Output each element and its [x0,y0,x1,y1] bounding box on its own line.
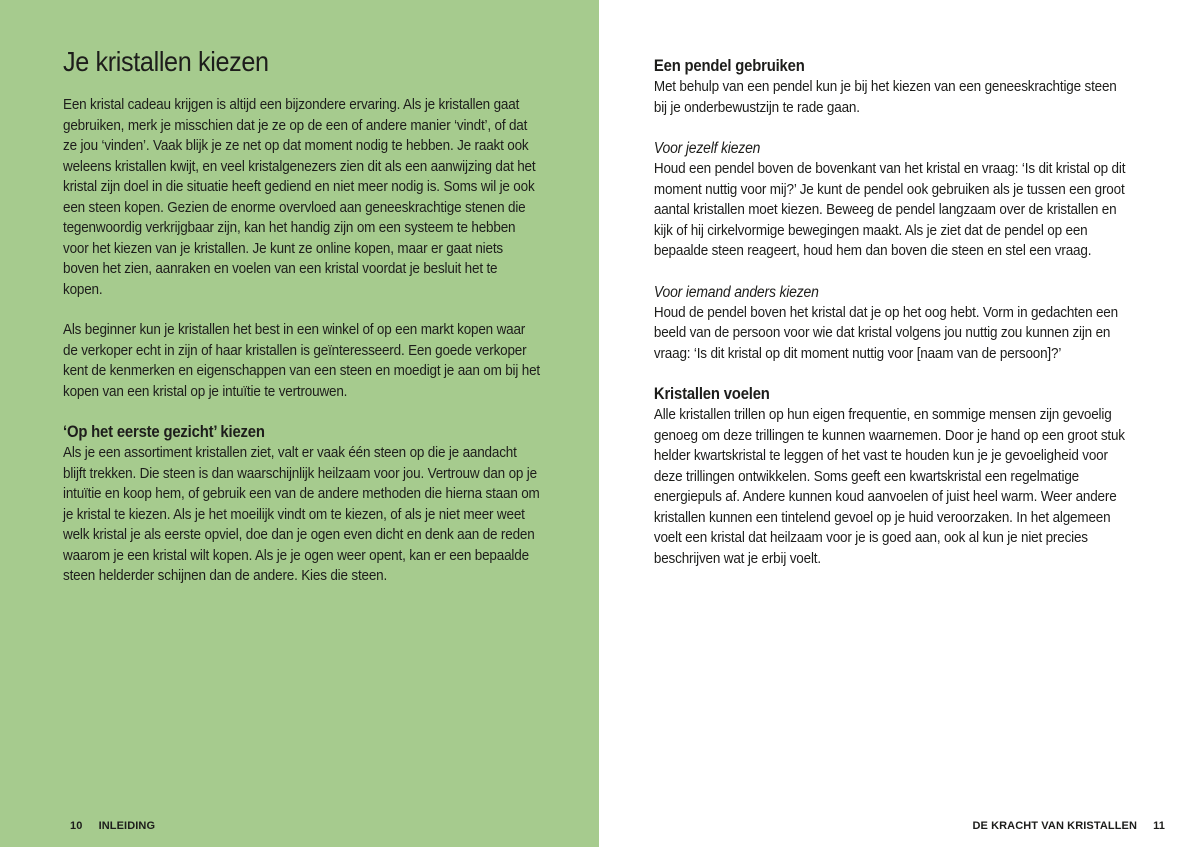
paragraph-pendulum: Met behulp van een pendel kun je bij het kiezen van een geneeskrachtige steen bij je onderbewustzijn te rade gaan. [653,78,1117,116]
paragraph-choose-for-someone-else: Houd de pendel boven het kristal dat je op het oog hebt. Vorm in gedachten een beeld van de persoon voor wie dat kristal volgens jou nuttig zou kunnen zijn en vraag: ‘Is dit kristal op dit moment nuttig voor [naam van de persoon]?’ [653,303,1118,362]
left-page-content [0,0,540,587]
heading-feel-crystals: Kristallen voelen [653,385,770,403]
left-page [0,0,599,847]
heading-choose-for-yourself: Voor jezelf kiezen [653,140,761,157]
section-label: INLEIDING [98,820,156,832]
intro-paragraph-2: Als beginner kun je kristallen het best in een winkel of op een markt kopen waar de verkoper echt in zijn of haar kristallen is geïnteresseerd. Een goede verkoper kent de kenmerken en eigenschappen van een steen en moedigt je aan om bij het kopen van een kristal op je intuïtie te vertrouwen. [63,321,540,400]
paragraph-feel-crystals: Alle kristallen trillen op hun eigen frequentie, en sommige mensen zijn gevoelig genoeg om deze trillingen te kunnen waarnemen. Door je hand op een groot stuk helder kwartskristal te leggen of het vast te houden kun je je gevoeligheid voor deze trillingen ontwikkelen. Soms geeft een kwartskristal een regelmatige energiepuls af. Andere kunnen koud aanvoelen of juist heel warm. Weer andere kristallen kunnen een tintelend gevoel op je huid veroorzaken. In het algemeen voelt een kristal dat heilzaam voor je is goed aan, ook al kun je niet precies beschrijven wat je erbij voelt. [653,406,1125,567]
subheading-first-sight: ‘Op het eerste gezicht’ kiezen [63,423,265,441]
book-title-label: DE KRACHT VAN KRISTALLEN [972,820,1137,832]
left-page-footer [70,820,155,832]
heading-choose-for-someone-else: Voor iemand anders kiezen [653,283,819,301]
paragraph-choose-for-yourself: Houd een pendel boven de bovenkant van het kristal en vraag: ‘Is dit kristal op dit moment nuttig voor mij?’ Je kunt de pendel ook gebruiken als je tussen een groot aantal kristallen moet kiezen. Beweeg de pendel langzaam over de kristallen en kijk of hij cirkelvormige bewegingen maakt. Als je ziet dat de pendel op een bepaalde steen reageert, houd hem dan boven die steen en stel een vraag. [653,160,1126,259]
right-page-number: 11 [1153,820,1165,832]
left-page-number: 10 [70,820,83,832]
right-page-content [599,0,1126,569]
chapter-title: Je kristallen kiezen [63,46,269,77]
right-page-footer [972,820,1165,832]
subheading-paragraph: Als je een assortiment kristallen ziet, valt er vaak één steen op die je aandacht blijft trekken. Die steen is dan waarschijnlijk heilzaam voor jou. Vertrouw dan op je intuïtie en koop hem, of gebruik een van de andere methoden die hierna staan om je kristal te kiezen. Als je het moeilijk vindt om te kiezen, of als je niet meer weet welk kristal je als eerste opviel, doe dan je ogen even dicht en denk aan de reden waarom je een kristal wilt kopen. Als je je ogen weer opent, kan er een bepaalde steen helderder schijnen dan de andere. Kies die steen. [63,444,540,584]
heading-pendulum: Een pendel gebruiken [653,57,805,75]
intro-paragraph-1: Een kristal cadeau krijgen is altijd een bijzondere ervaring. Als je kristallen gaat gebruiken, merk je misschien dat je ze op de een of andere manier ‘vindt’, of dat ze jou ‘vinden’. Vaak blijk je ze net op dat moment nodig te hebben. Je raakt ook weleens kristallen kwijt, en veel kristalgenezers zien dit als een aanwijzing dat het kristal zijn doel in die situatie heeft gediend en niet meer nodig is. Soms wil je ook een steen kopen. Gezien de enorme overvloed aan geneeskrachtige stenen die tegenwoordig verkrijgbaar zijn, kan het handig zijn om een systeem te hebben voor het kiezen van je kristallen. Je kunt ze online kopen, maar er gaat niets boven het zien, aanraken en voelen van een kristal voordat je besluit het te kopen. [63,96,536,298]
right-page [599,0,1200,847]
